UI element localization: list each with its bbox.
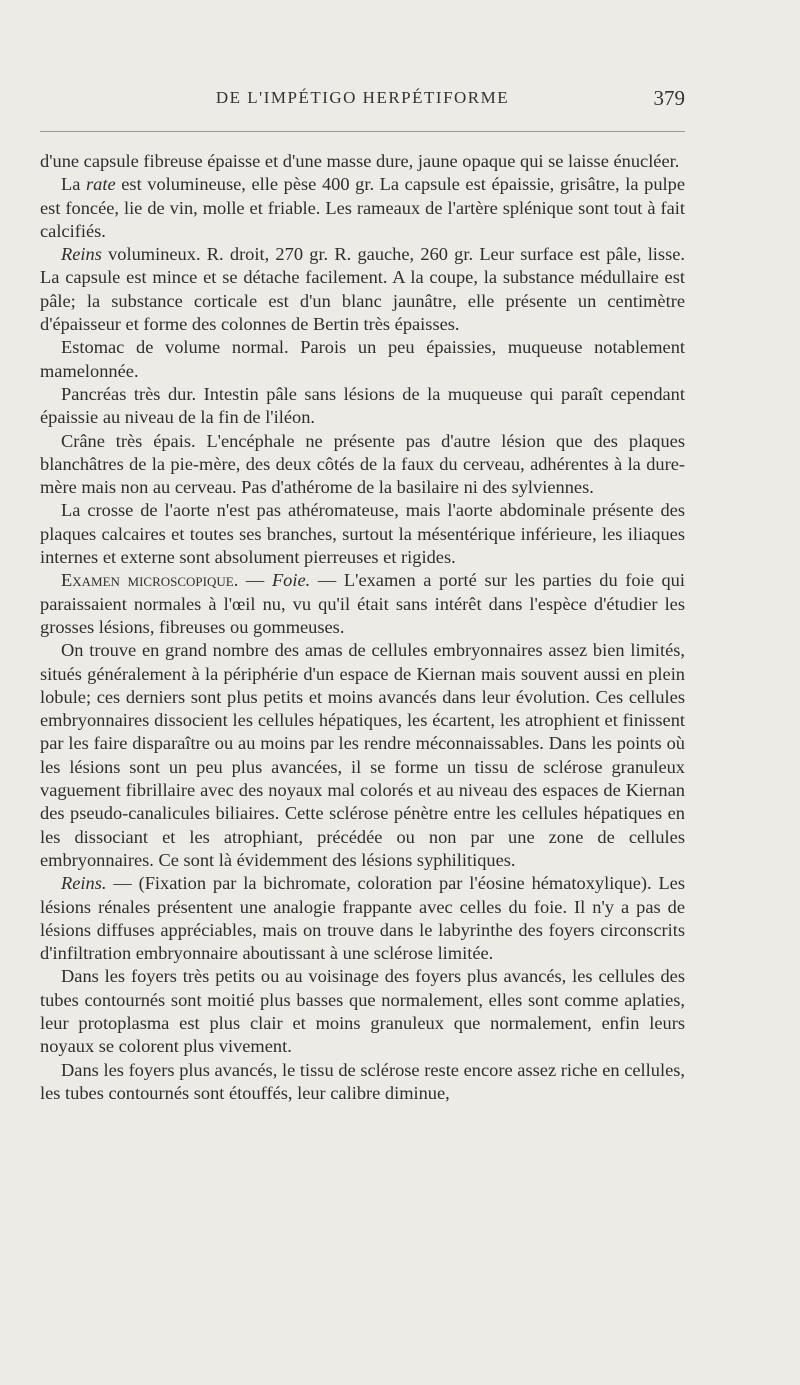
header-rule	[40, 131, 685, 132]
page-header	[40, 88, 685, 118]
paragraph-4: Estomac de volume normal. Parois un peu épaissies, muqueuse notablement mamelonnée.	[40, 337, 685, 381]
paragraph-6: Crâne très épais. L'encéphale ne présente pas d'autre lésion que des plaques blanchâtres de la pie-mère, des deux côtés de la faux du cerveau, adhérentes à la dure-mère mais non au cerveau. Pas d'athérome de la basilaire ni des sylviennes.	[40, 430, 685, 498]
paragraph-12: Dans les foyers plus avancés, le tissu de sclérose reste encore assez riche en cellules, les tubes contournés sont étouffés, leur calibre diminue,	[40, 1059, 685, 1103]
page-number: 379	[653, 86, 685, 110]
paragraph-3: Reins volumineux. R. droit, 270 gr. R. gauche, 260 gr. Leur surface est pâle, lisse. La capsule est mince et se détache facilement. A la coupe, la substance médullaire est pâle; la substance corticale est d'un blanc jaunâtre, elle présente un centimètre d'épaisseur et forme des colonnes de Bertin très épaisses.	[40, 244, 685, 335]
paragraph-7: La crosse de l'aorte n'est pas athéromateuse, mais l'aorte abdominale présente des plaques calcaires et toutes ses branches, surtout la mésentérique inférieure, les iliaques internes et externe sont absolument pierreuses et rigides.	[40, 500, 685, 568]
paragraph-11: Dans les foyers très petits ou au voisinage des foyers plus avancés, les cellules des tubes contournés sont moitié plus basses que normalement, elles sont comme aplaties, leur protoplasma est plus clair et moins granuleux que normalement, enfin leurs noyaux se colorent plus vivement.	[40, 966, 685, 1057]
paragraph-9: On trouve en grand nombre des amas de cellules embryonnaires assez bien limités, situés généralement à la périphérie d'un espace de Kiernan mais souvent aussi en plein lobule; ces derniers sont plus petits et moins avancés dans leur évolution. Ces cellules embryonnaires dissocient les cellules hépatiques, les écartent, les atrophient et finissent par les faire disparaître ou au moins par les rendre méconnaissables. Dans les points où les lésions sont un peu plus avancées, il se forme un tissu de sclérose granuleux vaguement fibrillaire avec des noyaux mal colorés et au niveau des espaces de Kiernan des pseudo-canalicules biliaires. Cette sclérose pénètre entre les cellules hépatiques en les dissociant et les atrophiant, précédée ou non par une zone de cellules embryonnaires. Ce sont là évidemment des lésions syphilitiques.	[40, 640, 685, 870]
paragraph-2: La rate est volumineuse, elle pèse 400 gr. La capsule est épaissie, grisâtre, la pulpe est foncée, lie de vin, molle et friable. Les rameaux de l'artère splénique sont tout à fait calcifiés.	[40, 174, 685, 241]
body-text	[40, 150, 685, 1105]
paragraph-1: d'une capsule fibreuse épaisse et d'une masse dure, jaune opaque qui se laisse énucléer.	[40, 151, 680, 171]
paragraph-10: Reins. — (Fixation par la bichromate, coloration par l'éosine hématoxylique). Les lésions rénales présentent une analogie frappante avec celles du foie. Il n'y a pas de lésions diffuses appréciables, mais on trouve dans le labyrinthe des foyers circonscrits d'infiltration embryonnaire aboutissant à une sclérose limitée.	[40, 873, 685, 964]
running-title: DE L'IMPÉTIGO HERPÉTIFORME	[215, 88, 510, 107]
paragraph-5: Pancréas très dur. Intestin pâle sans lésions de la muqueuse qui paraît cependant épaissie au niveau de la fin de l'iléon.	[40, 383, 685, 428]
paragraph-8: Examen microscopique. — Foie. — L'examen a porté sur les parties du foie qui paraissaient normales à l'œil nu, vu qu'il était sans intérêt dans l'espèce d'étudier les grosses lésions, fibreuses ou gommeuses.	[40, 570, 685, 637]
